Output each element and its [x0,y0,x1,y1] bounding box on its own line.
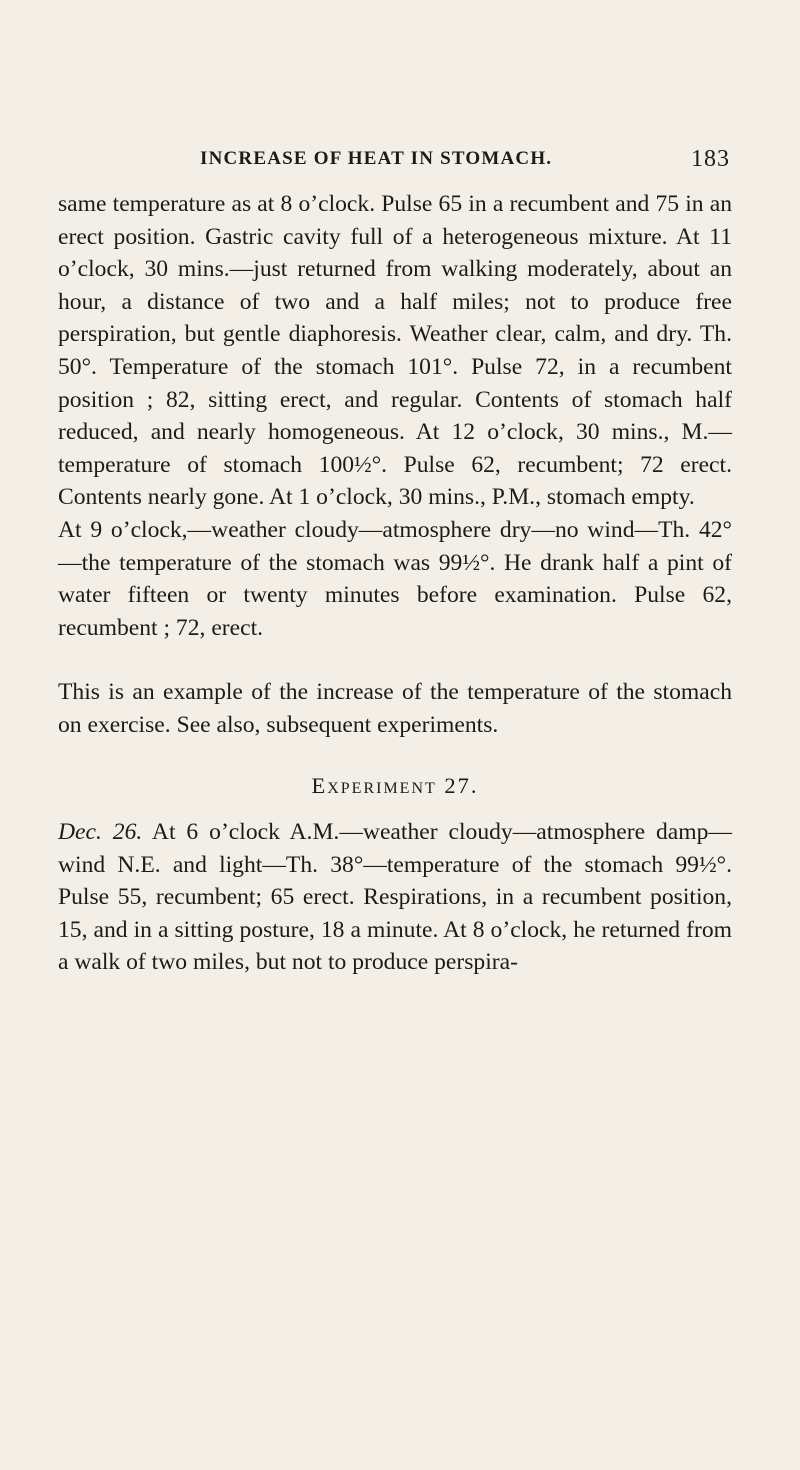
paragraph-experiment-27-text: At 6 o’clock A.M.—weather cloudy—atmosphere damp—wind N.E. and light—Th. 38°—temperature of the stomach 99½°. Pulse 55, recumbent; 65 erect. Respirations, in a recumbent position, 15, and in a sitting posture, 18 a minute. At 8 o’clock, he returned from a walk of two miles, but not to produce perspira- [58,819,732,976]
paragraph-weather-nine-text: At 9 o’clock,—weather cloudy—atmosphere dry—no wind—Th. 42°—the temperature of the stomach was 99½°. He drank half a pint of water fifteen or twenty minutes before examination. Pulse 62, recumbent ; 72, erect. [58,516,732,641]
experiment-heading: Experiment 27. [311,772,479,798]
paragraph-weather-nine [58,514,732,644]
paragraph-example-note: This is an example of the increase of the temperature of the stomach on exercise. See also, subsequent experiments. [58,679,732,738]
entry-date: Dec. 26. [58,819,143,846]
page-number: 183 [691,146,730,172]
paragraph-continued: same temperature as at 8 o’clock. Pulse 65 in a recumbent and 75 in an erect position. Gastric cavity full of a heterogeneous mixture. At 11 o’clock, 30 mins.—just returned from walking moderately, about an hour, a distance of two and a half miles; not to produce free perspiration, but gentle diaphoresis. Weather clear, calm, and dry. Th. 50°. Temperature of the stomach 101°. Pulse 72, in a recumbent position ; 82, sitting erect, and regular. Contents of stomach half reduced, and nearly homogeneous. At 12 o’clock, 30 mins., M.—temperature of stomach 100½°. Pulse 62, recumbent; 72 erect. Contents nearly gone. At 1 o’clock, 30 mins., P.M., stomach empty. [58,191,732,511]
page-header [200,146,730,176]
running-title: INCREASE OF HEAT IN STOMACH. [200,148,553,169]
body-text [58,188,732,979]
paragraph-experiment-27 [58,816,732,979]
